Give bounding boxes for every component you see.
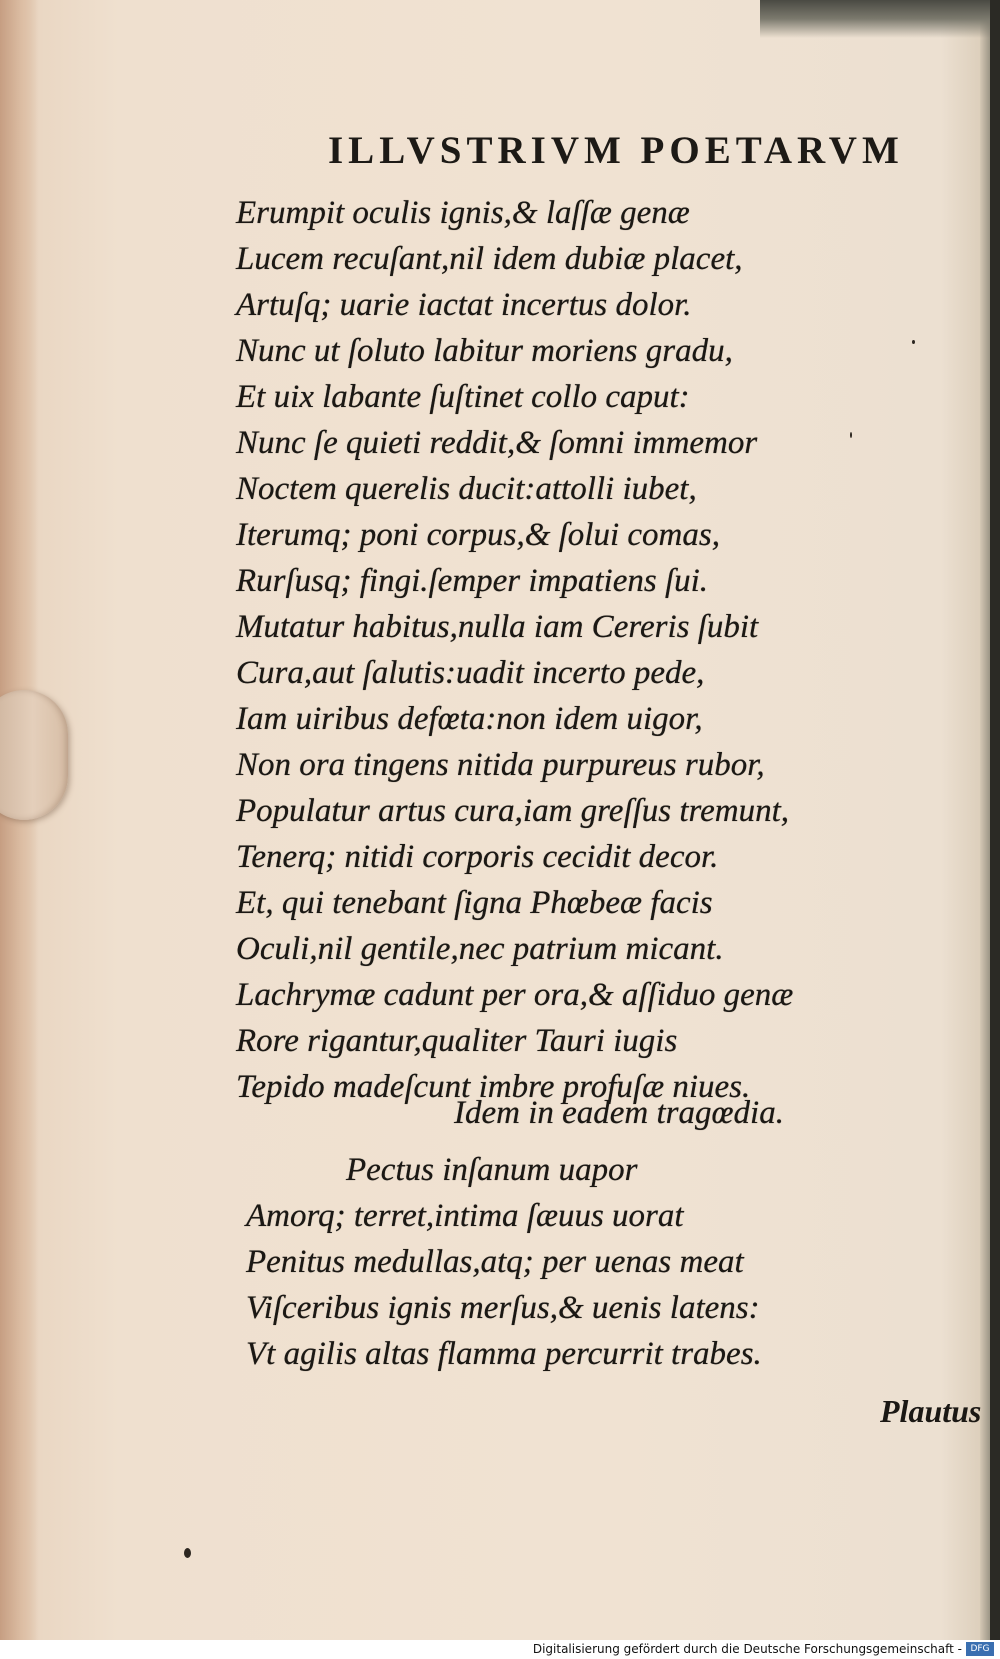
verse-block [236, 190, 856, 1110]
verse-line: Rore rigantur,qualiter Tauri iugis [236, 1023, 678, 1059]
verse-line: Populatur artus cura,iam greſſus tremunt, [236, 793, 790, 829]
verse-line: Viſceribus ignis merſus,& uenis latens: [246, 1290, 760, 1326]
footer-credit: Digitalisierung gefördert durch die Deutsche Forschungsgemeinschaft - [532, 1642, 962, 1656]
section-heading: Idem in eadem tragœdia. [454, 1095, 784, 1131]
verse-line: Iam uiribus defœta:non idem uigor, [236, 701, 703, 737]
gutter-shadow [0, 0, 38, 1640]
catchword: Plautus [880, 1393, 982, 1429]
verse-line: Lachrymæ cadunt per ora,& aſſiduo genæ [236, 977, 794, 1013]
verse-line: Amorq; terret,intima ſæuus uorat [246, 1198, 684, 1234]
book-binding [760, 0, 990, 38]
footer-bar [0, 1640, 1000, 1659]
verse-line: Tepido madeſcunt imbre profuſæ niues. [236, 1069, 751, 1105]
verse-line: Nunc ut ſoluto labitur moriens gradu, [236, 333, 733, 369]
verse-line: Erumpit oculis ignis,& laſſæ genæ [236, 195, 690, 231]
verse-line: Iterumq; poni corpus,& ſolui comas, [236, 517, 720, 553]
verse-line: Mutatur habitus,nulla iam Cereris ſubit [236, 609, 759, 645]
verse-line: Oculi,nil gentile,nec patrium micant. [236, 931, 724, 967]
verse-line: Noctem querelis ducit:attolli iubet, [236, 471, 697, 507]
verse-line: Pectus inſanum uapor [346, 1152, 638, 1188]
verse-line: Lucem recuſant,nil idem dubiæ placet, [236, 241, 743, 277]
ink-spot [850, 432, 852, 438]
verse-line: Vt agilis altas flamma percurrit trabes. [246, 1336, 762, 1372]
verse-block-2 [246, 1147, 866, 1377]
verse-line: Cura,aut ſalutis:uadit incerto pede, [236, 655, 705, 691]
dfg-logo-icon: DFG [966, 1642, 994, 1656]
ink-spot [184, 1548, 191, 1558]
ink-spot [912, 340, 915, 344]
verse-line: Rurſusq; fingi.ſemper impatiens ſui. [236, 563, 709, 599]
verse-line: Et, qui tenebant ſigna Phœbeæ facis [236, 885, 713, 921]
verse-line: Artuſq; uarie iactat incertus dolor. [236, 287, 692, 323]
verse-line: Et uix labante ſuſtinet collo caput: [236, 379, 690, 415]
running-header: ILLVSTRIVM POETARVM [328, 129, 904, 172]
page-clip [0, 690, 68, 820]
verse-line: Non ora tingens nitida purpureus rubor, [236, 747, 765, 783]
verse-line: Penitus medullas,atq; per uenas meat [246, 1244, 744, 1280]
page-edge [980, 0, 990, 1640]
verse-line: Tenerq; nitidi corporis cecidit decor. [236, 839, 719, 875]
verse-line: Nunc ſe quieti reddit,& ſomni immemor [236, 425, 758, 461]
